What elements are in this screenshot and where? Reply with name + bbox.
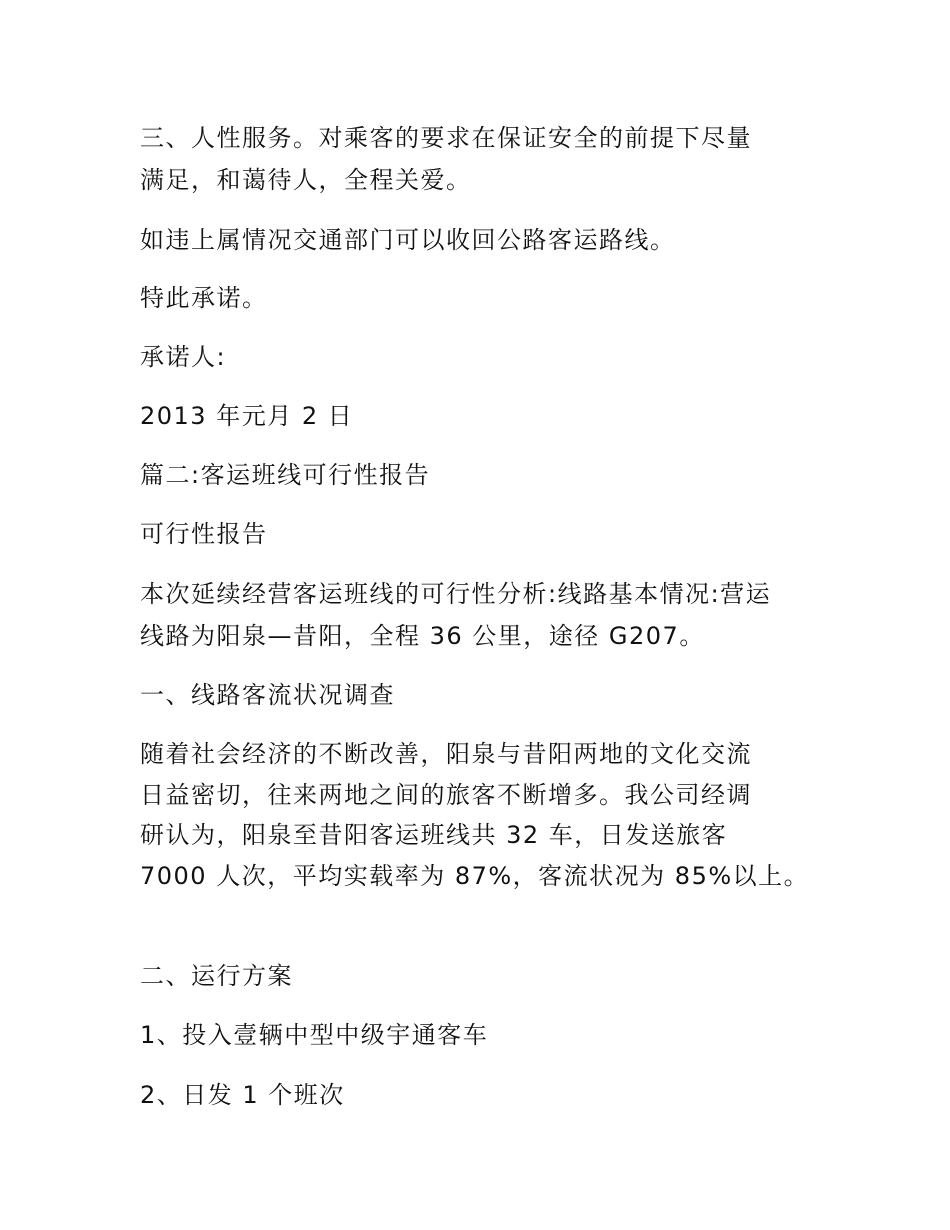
text-line: 7000 人次，平均实载率为 87%，客流状况为 85%以上。 [140, 862, 810, 890]
text-line: 如违上属情况交通部门可以收回公路客运路线。 [140, 226, 676, 254]
text-line: 本次延续经营客运班线的可行性分析:线路基本情况:营运 [140, 580, 772, 608]
text-line: 随着社会经济的不断改善，阳泉与昔阳两地的文化交流 [140, 740, 752, 768]
text-line: 三、人性服务。对乘客的要求在保证安全的前提下尽量 [140, 124, 752, 152]
text-line: 研认为，阳泉至昔阳客运班线共 32 车，日发送旅客 [140, 821, 728, 849]
list-item: 2、日发 1 个班次 [140, 1081, 345, 1109]
text-line: 日益密切，往来两地之间的旅客不断增多。我公司经调 [140, 781, 752, 809]
list-item: 1、投入壹辆中型中级宇通客车 [140, 1021, 489, 1049]
section-heading: 二、运行方案 [140, 962, 293, 990]
section-heading: 一、线路客流状况调查 [140, 681, 395, 709]
section-heading: 可行性报告 [140, 520, 268, 548]
text-line: 承诺人: [140, 343, 227, 371]
text-line: 特此承诺。 [140, 284, 268, 312]
date-line: 2013 年元月 2 日 [140, 402, 354, 430]
text-line: 满足，和蔼待人，全程关爱。 [140, 166, 472, 194]
section-heading: 篇二:客运班线可行性报告 [140, 461, 431, 489]
text-line: 线路为阳泉—昔阳，全程 36 公里，途径 G207。 [140, 622, 705, 650]
